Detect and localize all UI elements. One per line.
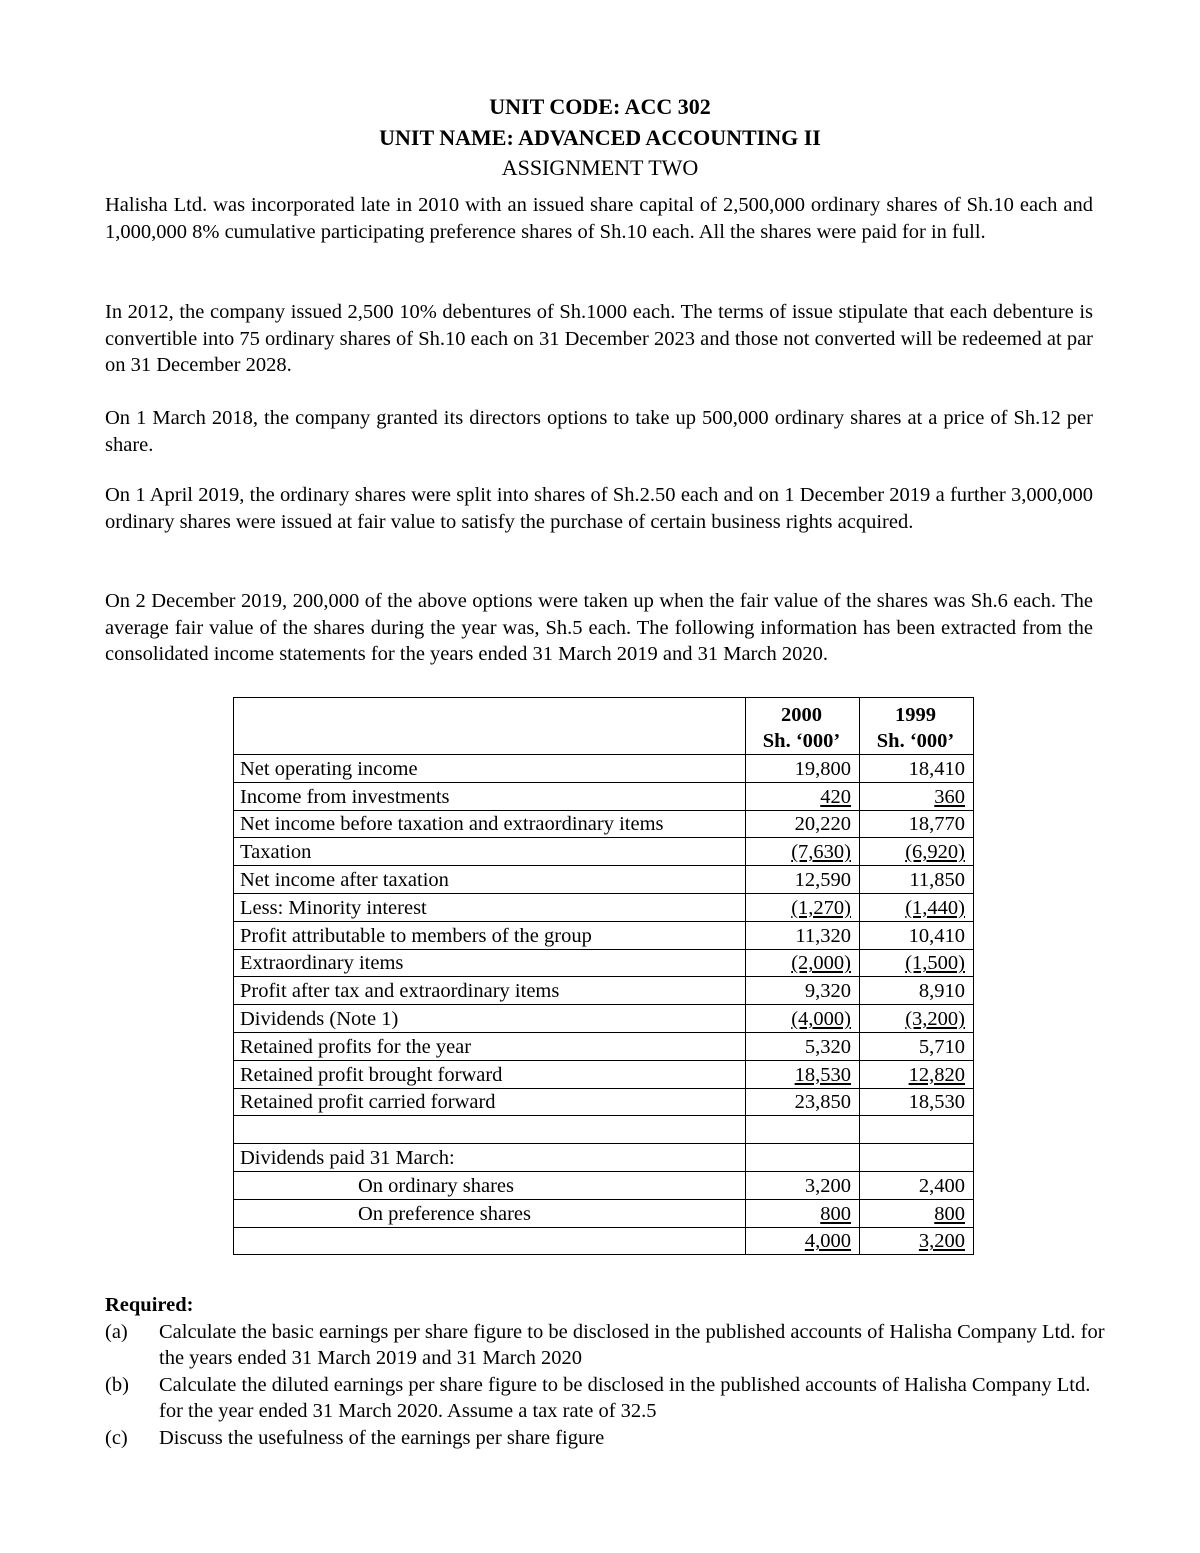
table-row: Dividends (Note 1) (4,000) (3,200): [234, 1005, 974, 1033]
required-item-a: (a) Calculate the basic earnings per share figure to be disclosed in the published accounts of Halisha Company Ltd. for the years ended 31 March 2019 and 31 March 2020: [105, 1320, 1105, 1370]
table-row: Extraordinary items (2,000) (1,500): [234, 949, 974, 977]
paragraph-share-capital: Halisha Ltd. was incorporated late in 2010 with an issued share capital of 2,500,000 ordinary shares of Sh.10 each and 1,000,000 8% cumulative participating preference shares of Sh.10 each. All the shares were paid for in full.: [105, 194, 1093, 243]
paragraph-options-taken: On 2 December 2019, 200,000 of the above options were taken up when the fair value of the shares was Sh.6 each. The average fair value of the shares during the year was, Sh.5 each. The following information has been extracted from the consolidated income statements for the years ended 31 March 2019 and 31 March 2020.: [105, 590, 1093, 666]
header-1999: 1999 Sh. ‘000’: [860, 698, 974, 755]
table-row: Less: Minority interest (1,270) (1,440): [234, 893, 974, 921]
table-row: Income from investments 420 360: [234, 782, 974, 810]
table-row-blank: [234, 1116, 974, 1144]
table-row: Retained profits for the year 5,320 5,710: [234, 1032, 974, 1060]
table-row: Taxation (7,630) (6,920): [234, 838, 974, 866]
table-row: Net income after taxation 12,590 11,850: [234, 866, 974, 894]
table-row: On ordinary shares 3,200 2,400: [234, 1171, 974, 1199]
table-row: Dividends paid 31 March:: [234, 1144, 974, 1172]
paragraph-debentures: In 2012, the company issued 2,500 10% debentures of Sh.1000 each. The terms of issue stipulate that each debenture is convertible into 75 ordinary shares of Sh.10 each on 31 December 2023 and those not converted will be redeemed at par on 31 December 2028.: [105, 301, 1093, 377]
table-row: Net operating income 19,800 18,410: [234, 755, 974, 783]
table-row-total: 4,000 3,200: [234, 1227, 974, 1255]
paragraph-options: On 1 March 2018, the company granted its directors options to take up 500,000 ordinary shares at a price of Sh.12 per share.: [105, 407, 1093, 456]
paragraph-share-split: On 1 April 2019, the ordinary shares were split into shares of Sh.2.50 each and on 1 December 2019 a further 3,000,000 ordinary shares were issued at fair value to satisfy the purchase of certain business rights acquired.: [105, 484, 1093, 533]
table-row: Retained profit brought forward 18,530 12,820: [234, 1060, 974, 1088]
required-section: [105, 1292, 1105, 1452]
required-title: Required:: [105, 1294, 194, 1316]
table-row: Profit attributable to members of the group 11,320 10,410: [234, 921, 974, 949]
unit-code-heading: UNIT CODE: ACC 302: [489, 94, 711, 119]
table-header-row: [234, 698, 974, 755]
table-row: Net income before taxation and extraordinary items 20,220 18,770: [234, 810, 974, 838]
unit-name-heading: UNIT NAME: ADVANCED ACCOUNTING II: [379, 125, 821, 150]
income-statement-table: [233, 697, 974, 1255]
table-row: On preference shares 800 800: [234, 1199, 974, 1227]
assignment-heading: ASSIGNMENT TWO: [501, 155, 699, 180]
table-row: Profit after tax and extraordinary items 9,320 8,910: [234, 977, 974, 1005]
header-2000: 2000 Sh. ‘000’: [746, 698, 860, 755]
table-row: Retained profit carried forward 23,850 18,530: [234, 1088, 974, 1116]
required-item-c: (c) Discuss the usefulness of the earnings per share figure: [105, 1426, 605, 1449]
required-item-b: (b) Calculate the diluted earnings per share figure to be disclosed in the published accounts of Halisha Company Ltd. for the year ended 31 March 2020. Assume a tax rate of 32.5: [105, 1373, 1091, 1423]
